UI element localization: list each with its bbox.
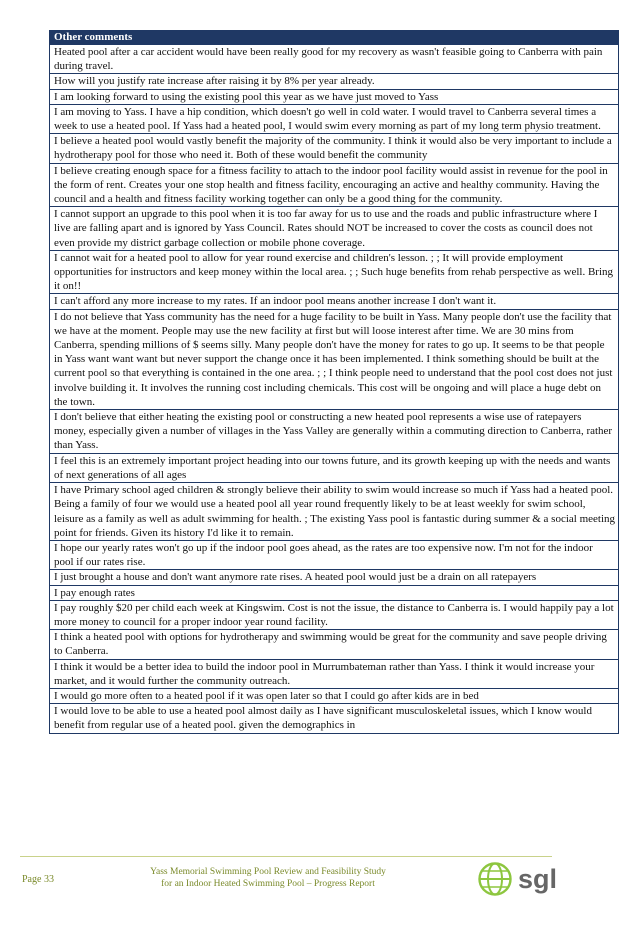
comment-cell: I pay roughly $20 per child each week at Kingswim. Cost is not the issue, the distance to Canberra is. I would happily pay a lot more money to council for a proper indoor year round facility. — [50, 600, 619, 629]
table-row — [50, 207, 619, 251]
table-row — [50, 294, 619, 309]
logo-wordmark: sgl — [518, 864, 558, 894]
comment-cell: I cannot wait for a heated pool to allow for year round exercise and children's lesson. ; ; It will provide employment opportunities for instructors and keep money within the local area. ; ; Such huge benefits from rehab perspective as well. Bring it on!! — [50, 250, 619, 294]
globe-icon — [478, 862, 512, 896]
comments-table — [49, 30, 619, 734]
comment-cell: I hope our yearly rates won't go up if the indoor pool goes ahead, as the rates are too expensive now. I'm not for the indoor pool if our rates rise. — [50, 540, 619, 569]
comment-cell: Heated pool after a car accident would have been really good for my recovery as wasn't feasible going to Canberra with pain during travel. — [50, 45, 619, 74]
comment-cell: I pay enough rates — [50, 585, 619, 600]
table-row — [50, 483, 619, 541]
comment-cell: How will you justify rate increase after raising it by 8% per year already. — [50, 74, 619, 89]
comment-cell: I feel this is an extremely important project heading into our towns future, and its growth keeping up with the needs and wants of next generations of all ages — [50, 453, 619, 482]
table-row — [50, 585, 619, 600]
table-row — [50, 163, 619, 207]
sgl-logo — [478, 862, 598, 898]
table-row — [50, 74, 619, 89]
table-row — [50, 453, 619, 482]
footer-title-line-1: Yass Memorial Swimming Pool Review and Feasibility Study — [150, 867, 386, 877]
table-row — [50, 410, 619, 454]
comment-cell: I can't afford any more increase to my rates. If an indoor pool means another increase I don't want it. — [50, 294, 619, 309]
table-row — [50, 89, 619, 104]
comment-cell: I would love to be able to use a heated pool almost daily as I have significant musculoskeletal issues, which I know would benefit from regular use of a heated pool. given the demographics in — [50, 704, 619, 733]
table-row — [50, 540, 619, 569]
comment-cell: I just brought a house and don't want anymore rate rises. A heated pool would just be a drain on all ratepayers — [50, 570, 619, 585]
table-header: Other comments — [50, 31, 619, 45]
table-row — [50, 630, 619, 659]
table-row — [50, 309, 619, 409]
page-number: Page 33 — [22, 874, 54, 885]
comment-cell: I am moving to Yass. I have a hip condition, which doesn't go well in cold water. I would travel to Canberra several times a week to use a heated pool. If Yass had a heated pool, I would swim every morning as part of my long term physio treatment. — [50, 104, 619, 133]
table-row — [50, 659, 619, 688]
comment-cell: I believe a heated pool would vastly benefit the majority of the community. I think it would also be very important to include a hydrotherapy pool for those who need it. Both of these would benefit the community — [50, 134, 619, 163]
table-row — [50, 134, 619, 163]
comment-cell: I am looking forward to using the existing pool this year as we have just moved to Yass — [50, 89, 619, 104]
comment-cell: I have Primary school aged children & strongly believe their ability to swim would increase so much if Yass had a heated pool. Being a family of four we would use a heated pool all year round frequently likely to be at least weekly for swim school, leisure as a family as well as adult swimming for health. ; The existing Yass pool is fantastic during summer & a social meeting point for friends. Given its history I'd like it to remain. — [50, 483, 619, 541]
comment-cell: I do not believe that Yass community has the need for a huge facility to be built in Yass. Many people don't use the facility that we have at the moment. People may use the new facility at first but will loose interest after time. We are 30 mins from Canberra, spending millions of $ seems silly. Many people don't have the money for rates to go up. It seems to be that people in Yass want want want but never support the change once it has been implemented. I think something should be built at the current pool so that everything is contained in the one area. ; ; I think people need to understand that the pool cost does not just involve building it. It involves the running cost including chemicals. This cost will be ongoing and will place a huge debt on the town. — [50, 309, 619, 409]
table-row — [50, 688, 619, 703]
table-row — [50, 704, 619, 733]
table-row — [50, 45, 619, 74]
comment-cell: I cannot support an upgrade to this pool when it is too far away for us to use and the roads and public infrastructure where I live are falling apart and is ignored by Yass Council. Rates should NOT be increased to cover the costs as council does not even provide my district garbage collection or mobile phone coverage. — [50, 207, 619, 251]
table-header-row — [50, 31, 619, 45]
table-row — [50, 570, 619, 585]
table-row — [50, 104, 619, 133]
footer-title — [128, 866, 408, 890]
comment-cell: I think it would be a better idea to build the indoor pool in Murrumbateman rather than Yass. I think it would increase your market, and it would further the community outreach. — [50, 659, 619, 688]
comment-cell: I don't believe that either heating the existing pool or constructing a new heated pool represents a wise use of ratepayers money, especially given a number of villages in the Yass Valley are generally within a commuting direction to Canberra, rather than Yass. — [50, 410, 619, 454]
table-row — [50, 600, 619, 629]
comment-cell: I believe creating enough space for a fitness facility to attach to the indoor pool facility would assist in revenue for the pool in the form of rent. Creates your one stop health and fitness facility, encouraging an active and healthy community. Having the council and a health and fitness facility working together can only be a good thing for the community. — [50, 163, 619, 207]
footer-title-line-2: for an Indoor Heated Swimming Pool – Progress Report — [161, 879, 375, 889]
comment-cell: I think a heated pool with options for hydrotherapy and swimming would be great for the community and save people driving to Canberra. — [50, 630, 619, 659]
footer-rule — [20, 856, 552, 857]
comment-cell: I would go more often to a heated pool if it was open later so that I could go after kids are in bed — [50, 688, 619, 703]
table-row — [50, 250, 619, 294]
